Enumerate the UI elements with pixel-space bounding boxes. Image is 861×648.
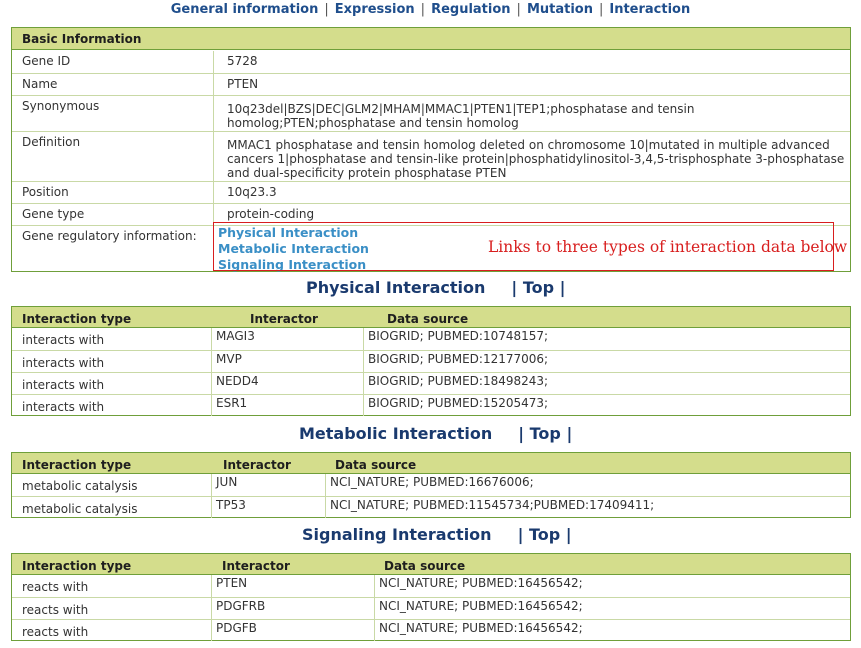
info-label: Synonymous [12,96,214,131]
info-label: Gene ID [12,51,214,73]
physical-interaction-link[interactable]: Physical Interaction [218,225,359,240]
col-interaction-type: Interaction type [22,312,132,326]
metabolic-interaction-link[interactable]: Metabolic Interaction [218,241,369,256]
data-source: NCI_NATURE; PUBMED:16456542; [379,621,583,635]
col-data-source: Data source [335,458,417,472]
info-value: 5728 [227,54,258,68]
basic-information-header: Basic Information [12,28,850,50]
col-data-source: Data source [384,559,466,573]
nav-interaction[interactable]: Interaction [609,2,691,17]
interactor: TP53 [216,498,246,512]
interactor: JUN [216,475,238,489]
nav-separator: | [598,2,604,17]
nav-mutation[interactable]: Mutation [526,2,593,17]
table-row [12,394,850,416]
data-source: NCI_NATURE; PUBMED:11545734;PUBMED:17409411; [330,498,655,512]
top-link[interactable]: | Top | [518,424,573,443]
top-navigation [0,2,861,20]
interaction-type: interacts with [22,356,105,370]
signaling-interaction-title [302,525,572,544]
data-source: BIOGRID; PUBMED:15205473; [368,396,549,410]
data-source: BIOGRID; PUBMED:10748157; [368,329,549,343]
section-title-text: Signaling Interaction [302,525,492,544]
nav-expression[interactable]: Expression [334,2,415,17]
info-value: 10q23del|BZS|DEC|GLM2|MHAM|MMAC1|PTEN1|TEP1;phosphatase and tensin homolog;PTEN;phosphatase and tensin homolog [227,102,695,130]
interaction-type: interacts with [22,400,105,414]
interaction-type: interacts with [22,333,105,347]
table-row [12,575,850,597]
interaction-type: reacts with [22,580,89,594]
col-interactor: Interactor [222,559,290,573]
interactor: NEDD4 [216,374,259,388]
col-interaction-type: Interaction type [22,559,132,573]
section-title-text: Physical Interaction [306,278,486,297]
nav-separator: | [420,2,426,17]
interactor: PDGFRB [216,599,266,613]
top-link[interactable]: | Top | [511,278,566,297]
top-link[interactable]: | Top | [517,525,572,544]
annotation-text: Links to three types of interaction data below [488,238,848,256]
table-row [12,597,850,619]
info-row-position [12,181,850,203]
info-value: MMAC1 phosphatase and tensin homolog deleted on chromosome 10|mutated in multiple advanced cancers 1|phosphatase and tensin-like protein|phosphatidylinositol-3,4,5-trisphosphate 3-phosphatase and dual-specificity protein phosphatase PTEN [227,138,845,180]
interactor: MVP [216,352,242,366]
col-data-source: Data source [387,312,469,326]
interactor: PDGFB [216,621,257,635]
interaction-type: reacts with [22,625,89,639]
table-row [12,328,850,350]
nav-separator: | [324,2,329,17]
metabolic-interaction-table [11,452,851,518]
info-label: Gene regulatory information: [12,226,214,271]
interactor: ESR1 [216,396,248,410]
nav-separator: | [516,2,521,17]
info-row-synonymous [12,95,850,131]
info-row-gene-id [12,51,850,73]
data-source: NCI_NATURE; PUBMED:16676006; [330,475,534,489]
info-value: protein-coding [227,207,315,221]
data-source: NCI_NATURE; PUBMED:16456542; [379,576,583,590]
interaction-type: metabolic catalysis [22,502,138,516]
col-interactor: Interactor [223,458,291,472]
table-header [12,554,850,575]
info-value: PTEN [227,77,259,91]
nav-regulation[interactable]: Regulation [431,2,511,17]
table-header [12,453,850,474]
physical-interaction-table [11,306,851,416]
data-source: NCI_NATURE; PUBMED:16456542; [379,599,583,613]
physical-interaction-title [306,278,565,297]
signaling-interaction-link[interactable]: Signaling Interaction [218,257,367,272]
signaling-interaction-table [11,553,851,641]
section-title-text: Metabolic Interaction [299,424,493,443]
data-source: BIOGRID; PUBMED:12177006; [368,352,549,366]
metabolic-interaction-title [299,424,572,443]
info-label: Name [12,74,214,95]
info-label: Gene type [12,204,214,225]
interaction-type: interacts with [22,378,105,392]
nav-general-information[interactable]: General information [170,2,319,17]
info-label: Definition [12,132,214,181]
table-row [12,474,850,496]
interactor: MAGI3 [216,329,255,343]
info-label: Position [12,182,214,203]
interaction-type: metabolic catalysis [22,479,138,493]
info-row-definition [12,131,850,181]
table-row [12,372,850,394]
table-header [12,307,850,328]
col-interaction-type: Interaction type [22,458,132,472]
interaction-type: reacts with [22,603,89,617]
info-row-name [12,73,850,95]
interactor: PTEN [216,576,248,590]
table-row [12,350,850,372]
info-value: 10q23.3 [227,185,277,199]
table-row [12,496,850,518]
data-source: BIOGRID; PUBMED:18498243; [368,374,549,388]
table-row [12,619,850,641]
col-interactor: Interactor [250,312,318,326]
